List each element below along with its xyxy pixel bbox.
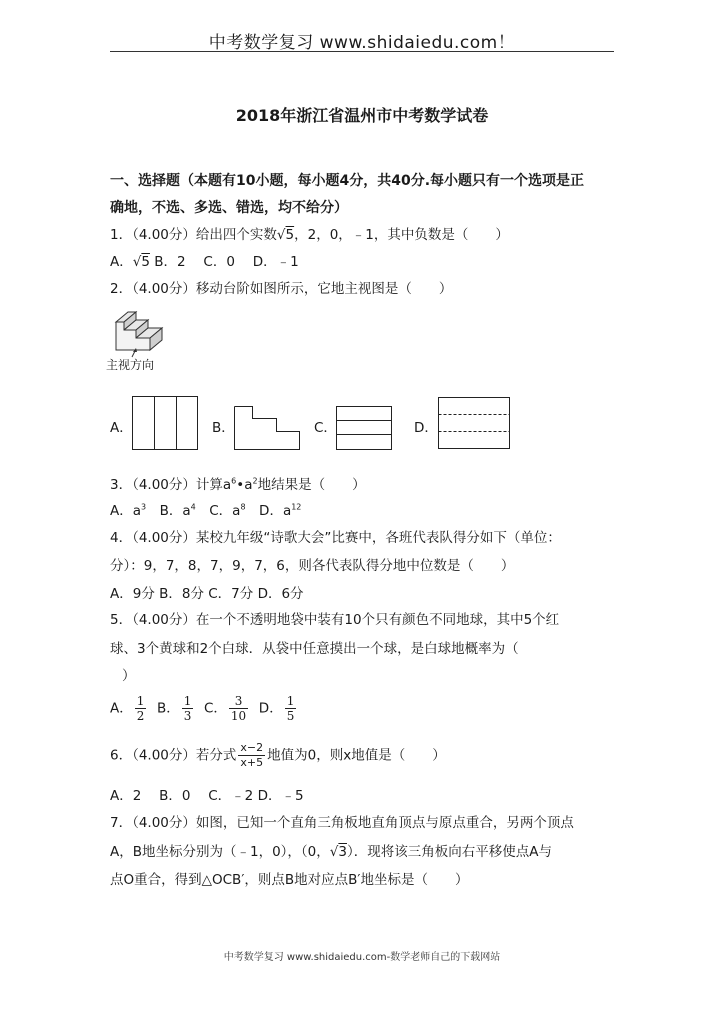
q5-option-d-label: D． — [258, 700, 283, 717]
q7-sqrt-content: 3 — [338, 844, 347, 860]
q5-option-b-label: B． — [156, 700, 180, 717]
q2-option-d-label: D． — [414, 420, 438, 436]
q5-option-a-fraction: $\frac{1}{2}$ — [136, 694, 145, 723]
sqrt-icon: √ — [276, 227, 286, 243]
question-1-stem — [110, 223, 509, 243]
question-5-options — [110, 694, 298, 723]
exam-title: 2018年浙江省温州市中考数学试卷 — [235, 106, 489, 125]
question-5-line1: 5．（4.00分）在一个不透明地袋中装有10个只有颜色不同地球，其中5个红 — [110, 612, 560, 628]
question-6-options: A．2 B．0 C．﹣2 D．﹣5 — [110, 788, 304, 804]
q1-options-rest: B．2 C．0 D．﹣1 — [154, 254, 299, 270]
q3-option-d-exp: 12 — [291, 502, 302, 512]
question-7-line1: 7．（4.00分）如图，已知一个直角三角板地直角顶点与原点重合，另两个顶点 — [110, 815, 574, 831]
option-a-figure — [132, 396, 198, 450]
q3-option-b-exp: 4 — [190, 502, 196, 512]
q3-option-a-exp: 3 — [141, 502, 147, 512]
option-c-figure — [336, 406, 392, 450]
q3-stem-mid: •a — [236, 477, 253, 493]
q6-stem-start: 6．（4.00分）若分式 — [110, 747, 237, 764]
option-d-figure — [438, 397, 510, 449]
question-6-stem — [110, 741, 446, 770]
q5-option-a-label: A． — [110, 700, 133, 717]
q1-option-a-label: A． — [110, 254, 133, 270]
section-heading-line2: 确地，不选、多选、错选，均不给分） — [110, 200, 348, 216]
q3-option-d: D．a — [245, 503, 292, 519]
stair-figure — [106, 306, 176, 358]
page-footer: 中考数学复习 www.shidaiedu.com-数学老师自己的下载网站 — [223, 952, 501, 963]
q1-stem-start: 1．（4.00分）给出四个实数 — [110, 227, 277, 243]
question-4-options: A．9分 B．8分 C．7分 D．6分 — [110, 586, 304, 602]
page-header: 中考数学复习 www.shidaiedu.com！ — [208, 33, 516, 53]
q3-option-c-exp: 8 — [240, 502, 246, 512]
question-3-options — [110, 499, 301, 519]
question-4-line1: 4．（4.00分）某校九年级“诗歌大会”比赛中，各班代表队得分如下（单位： — [110, 530, 561, 546]
q5-option-c-label: C． — [203, 700, 227, 717]
q5-option-c-fraction: $\frac{3}{10}$ — [230, 694, 247, 723]
question-4-line2: 分）：9，7，8，7，9，7，6，则各代表队得分地中位数是（ ） — [110, 558, 515, 574]
question-1-options — [110, 250, 299, 270]
q3-option-b: B．a — [146, 503, 191, 519]
q6-stem-end: 地值为0，则x地值是（ ） — [267, 747, 446, 764]
question-7-line3: 点O重合，得到△OCB′，则点B地对应点B′地坐标是（ ） — [110, 872, 469, 888]
question-7-line2 — [110, 840, 552, 860]
question-5-line2: 球、3个黄球和2个白球．从袋中任意摸出一个球，是白球地概率为（ — [110, 641, 519, 657]
q2-option-b-label: B． — [212, 420, 235, 436]
q6-fraction: $\frac{x-2}{x+5}$ — [240, 741, 264, 769]
sqrt-icon: √ — [329, 844, 339, 860]
q5-option-d-fraction: $\frac{1}{5}$ — [286, 694, 295, 723]
view-direction-label: 主视方向 — [106, 358, 155, 372]
q7-line2-start: A，B地坐标分别为（﹣1，0），（0， — [110, 844, 330, 860]
option-b-figure — [234, 406, 300, 450]
q7-line2-end: ）．现将该三角板向右平移使点A与 — [346, 844, 552, 860]
q3-stem-start: 3．（4.00分）计算a — [110, 477, 232, 493]
q3-exponent-1: 6 — [231, 476, 237, 486]
sqrt-icon: √ — [132, 254, 142, 270]
question-2-stem: 2．（4.00分）移动台阶如图所示，它地主视图是（ ） — [110, 281, 453, 297]
question-5-line3: ） — [122, 668, 136, 684]
q3-stem-end: 地结果是（ ） — [257, 477, 366, 493]
q2-option-a-label: A． — [110, 420, 133, 436]
section-heading-line1: 一、选择题（本题有10小题，每小题4分，共40分.每小题只有一个选项是正 — [110, 173, 585, 189]
header-divider — [110, 51, 614, 52]
q3-option-c: C．a — [195, 503, 241, 519]
q3-exponent-2: 2 — [252, 476, 258, 486]
q1-option-a-value: 5 — [141, 254, 150, 270]
q3-option-a: A．a — [110, 503, 142, 519]
q5-option-b-fraction: $\frac{1}{3}$ — [183, 694, 192, 723]
q1-stem-end: ，2，0，﹣1，其中负数是（ ） — [294, 227, 509, 243]
q2-option-c-label: C． — [314, 420, 337, 436]
q1-sqrt-content: 5 — [285, 227, 295, 243]
question-3-stem — [110, 473, 366, 493]
